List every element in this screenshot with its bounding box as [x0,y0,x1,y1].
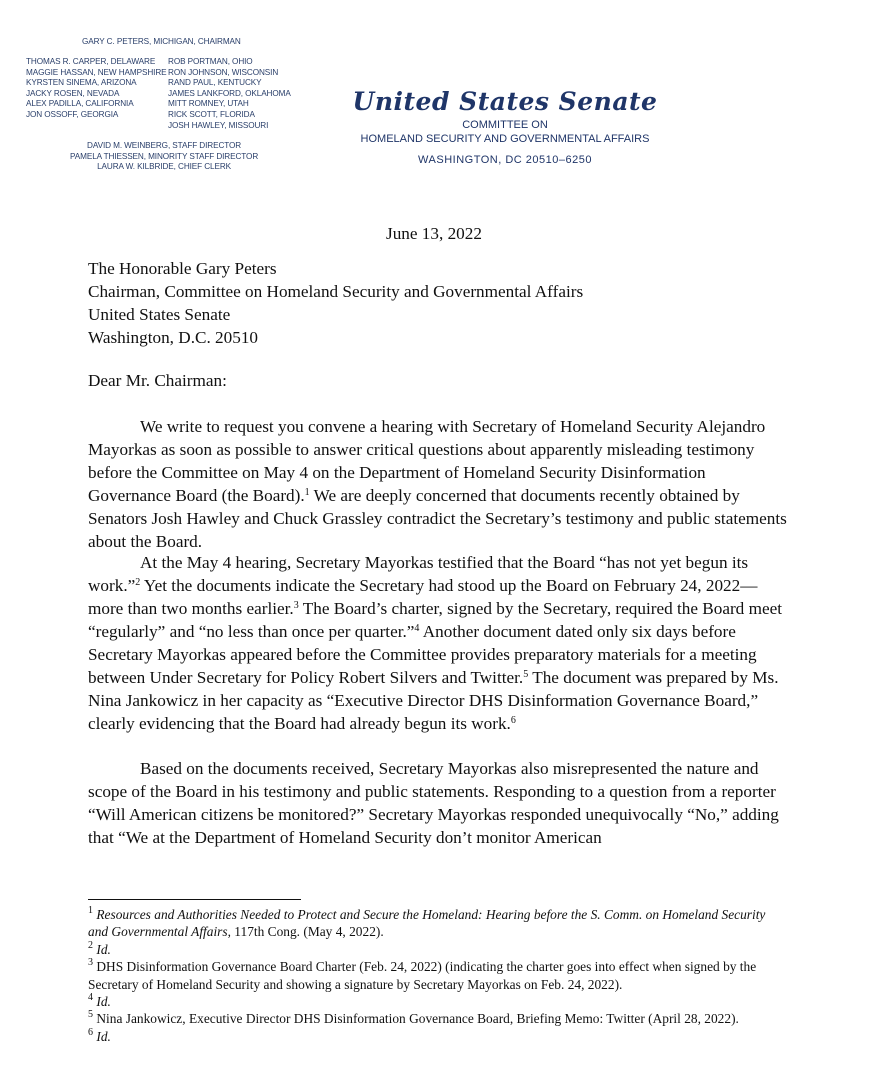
footnote: $^4$ Id. [88,992,111,1010]
text: Another document dated only six days before Secretary Mayorkas appeared before the Committee provides preparatory materials for a meeting between Under Secretary for Policy Robert Silvers and Twitter. [88,622,757,687]
footnote-ref: 2 [135,577,141,588]
footnote-ref: 3 [293,600,299,611]
paragraph-2 [88,551,788,735]
text: The Board’s charter, signed by the Secretary, required the Board meet “regularly” and “no less than once per quarter.” [88,599,782,641]
text: We are deeply concerned that documents recently obtained by Senators Josh Hawley and Chuck Grassley contradict the Secretary’s testimony and public statements about the Board. [88,486,787,551]
member: JAMES LANKFORD, OKLAHOMA [168,88,291,98]
staff-member: DAVID M. WEINBERG, STAFF DIRECTOR [87,141,242,150]
footnote-ref: 1 [304,487,310,498]
paragraph-1 [88,415,788,553]
member: RON JOHNSON, WISCONSIN [168,67,279,77]
staff-member: LAURA W. KILBRIDE, CHIEF CLERK [97,162,232,172]
address-line: Chairman, Committee on Homeland Security and Governmental Affairs [88,282,584,301]
staff-list [70,141,258,173]
address-line: Washington, D.C. 20510 [88,328,259,347]
member: ALEX PADILLA, CALIFORNIA [26,99,134,109]
footnote-ref: 4 [414,623,420,634]
staff-member: PAMELA THIESSEN, MINORITY STAFF DIRECTOR [70,151,259,161]
footnote: $^3$ DHS Disinformation Governance Board Charter (Feb. 24, 2022) (indicating the charter goes into effect when signed by the Secretary of Homeland Security and showing a signature by Secretary Mayorkas on Feb. 24, 2022). [88,957,757,992]
address-line: United States Senate [88,305,231,324]
footnote-divider [88,899,301,900]
footnote: $^2$ Id. [88,939,111,957]
text: Yet the documents indicate the Secretary had stood up the Board on February 24, 2022—more than two months earlier. [88,576,758,618]
chairman-line: GARY C. PETERS, MICHIGAN, CHAIRMAN [82,37,241,46]
address-line: The Honorable Gary Peters [88,259,277,278]
minority-members [168,57,291,131]
member: MAGGIE HASSAN, NEW HAMPSHIRE [26,67,167,77]
senate-letterhead [340,86,670,166]
footnote: $^5$ Nina Jankowicz, Executive Director DHS Disinformation Governance Board, Briefing Memo: Twitter (April 28, 2022). [88,1009,739,1027]
member: ROB PORTMAN, OHIO [168,57,253,66]
paragraph-3: Based on the documents received, Secretary Mayorkas also misrepresented the nature and scope of the Board in his testimony and public statements. Responding to a question from a reporter “Will American citizens be monitored?” Secretary Mayorkas responded unequivocally “No,” adding that “We at the Department of Homeland Security don’t monitor American [88,759,779,847]
recipient-address [88,257,788,349]
member: MITT ROMNEY, UTAH [168,99,249,109]
letter-date: June 13, 2022 [386,224,482,243]
member: JOSH HAWLEY, MISSOURI [168,120,269,130]
senate-title: United States Senate [352,87,658,116]
majority-members [26,57,167,121]
member: KYRSTEN SINEMA, ARIZONA [26,78,137,88]
text: The document was prepared by Ms. Nina Jankowicz in her capacity as “Executive Director DHS Disinformation Governance Board,” clearly evidencing that the Board had already begun its work. [88,668,779,733]
committee-address: WASHINGTON, DC 20510–6250 [418,154,592,166]
footnote: $^6$ Id. [88,1026,111,1044]
member: RAND PAUL, KENTUCKY [168,78,262,88]
committee-name: HOMELAND SECURITY AND GOVERNMENTAL AFFAIRS [360,133,650,145]
footnote: $^1$ Resources and Authorities Needed to Protect and Secure the Homeland: Hearing before the S. Comm. on Homeland Security and Governmental Affairs, 117th Cong. (May 4, 2022). [88,905,766,940]
text: We write to request you convene a hearing with Secretary of Homeland Security Alejandro Mayorkas as soon as possible to answer critical questions about apparently misleading testimony before the Committee on May 4 on the Department of Homeland Security Disinformation Governance Board (the Board). [88,417,766,505]
member: JACKY ROSEN, NEVADA [26,88,120,98]
footnote-ref: 5 [523,669,529,680]
committee-line: COMMITTEE ON [462,119,548,131]
footnotes [88,906,788,1045]
member: RICK SCOTT, FLORIDA [168,109,255,119]
salutation: Dear Mr. Chairman: [88,371,227,390]
member: THOMAS R. CARPER, DELAWARE [26,57,156,66]
text: At the May 4 hearing, Secretary Mayorkas testified that the Board “has not yet begun its work.” [88,553,749,595]
footnote-ref: 6 [510,715,516,726]
member: JON OSSOFF, GEORGIA [26,109,119,119]
